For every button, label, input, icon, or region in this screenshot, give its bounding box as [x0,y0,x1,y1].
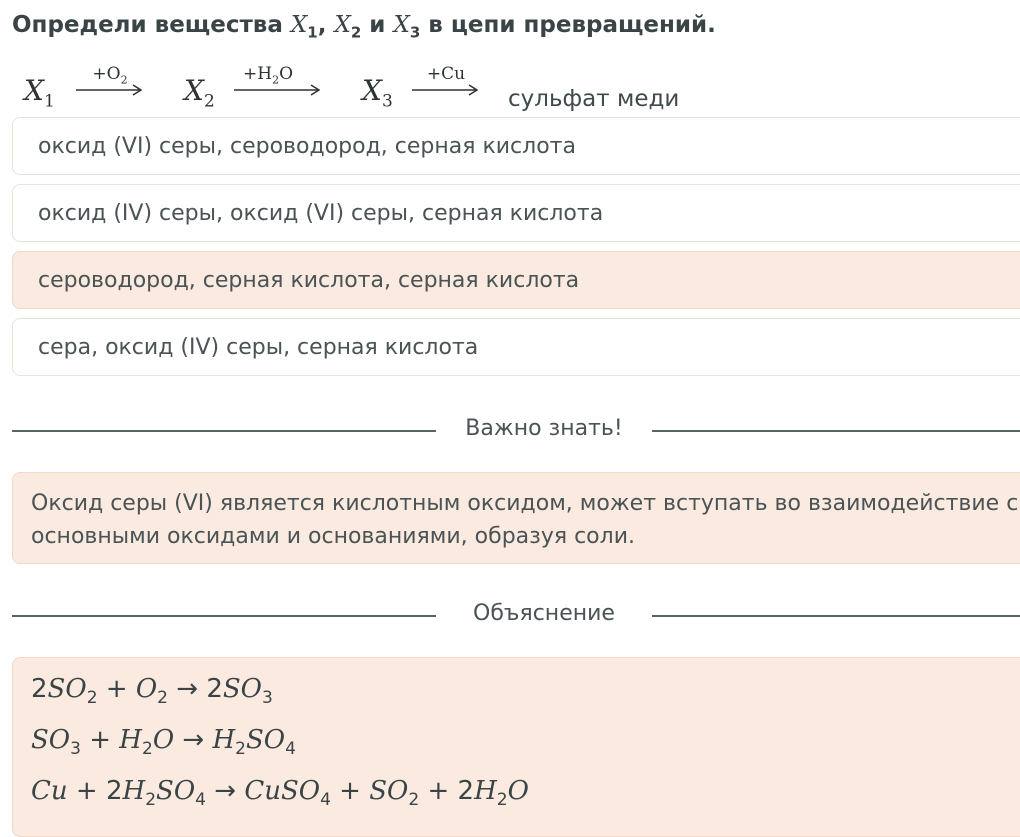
answer-option-3[interactable] [12,251,1020,309]
chain-x3: $X_3$ [362,74,393,112]
right-arrow-icon [412,82,480,96]
answer-option-label: оксид (IV) серы, оксид (VI) серы, серная кислота [38,200,604,226]
chain-x2: $X_2$ [184,74,215,112]
chain-reagent-3: +Cu [426,64,466,84]
equation-3: $Cu + 2H_2SO_4$ → CuSO$_4$ + $SO_2 + 2H_2O$ [31,776,529,811]
chain-arrow-3 [412,64,480,104]
answer-option-label: сероводород, серная кислота, серная кислота [38,267,580,293]
answer-option-1[interactable] [12,117,1020,175]
chain-arrow-2 [234,64,302,104]
chain-reagent-1: $+O_2$ [92,64,128,87]
and-word: и [369,12,386,38]
right-arrow-icon [76,82,144,96]
question-prefix: Определи вещества [12,12,283,38]
chain-reagent-2: $+H_2O$ [242,64,293,87]
question-title: Определи вещества $X_1$ , $X_2$ и $X_3$ в цепи превращений. [12,12,716,42]
explanation-heading: Объяснение [473,601,615,626]
answer-option-label: сера, оксид (IV) серы, серная кислота [38,334,479,360]
x3-symbol: $X_3$ [393,12,421,42]
chain-x1: $X_1$ [24,74,55,112]
important-divider [12,416,1020,446]
explanation-box [12,657,1020,837]
answer-option-2[interactable] [12,184,1020,242]
x1-symbol: $X_1$ [290,12,318,42]
important-note [12,472,1020,564]
divider-line-left [12,430,436,432]
equation-2: $SO_3 + H_2O \to H_2SO_4$ [31,725,296,760]
answer-option-label: оксид (VI) серы, сероводород, серная кислота [38,133,576,159]
divider-line-right [652,615,1020,617]
important-text: Оксид серы (VI) является кислотным оксидом, может вступать во взаимодействие с основными оксидами и основаниями, образуя соли. [31,491,1019,549]
divider-line-left [12,615,436,617]
important-heading: Важно знать! [465,416,623,441]
transformation-chain [24,64,724,110]
answer-option-4[interactable] [12,318,1020,376]
chain-result: сульфат меди [508,86,680,112]
equation-1: $2SO_2 + O_2 \to 2SO_3$ [31,674,273,709]
x2-symbol: $X_2$ [334,12,362,42]
chain-arrow-1 [76,64,144,104]
right-arrow-icon [234,82,320,96]
explanation-divider [12,601,1020,631]
question-suffix: в цепи превращений. [428,12,716,38]
divider-line-right [652,430,1020,432]
